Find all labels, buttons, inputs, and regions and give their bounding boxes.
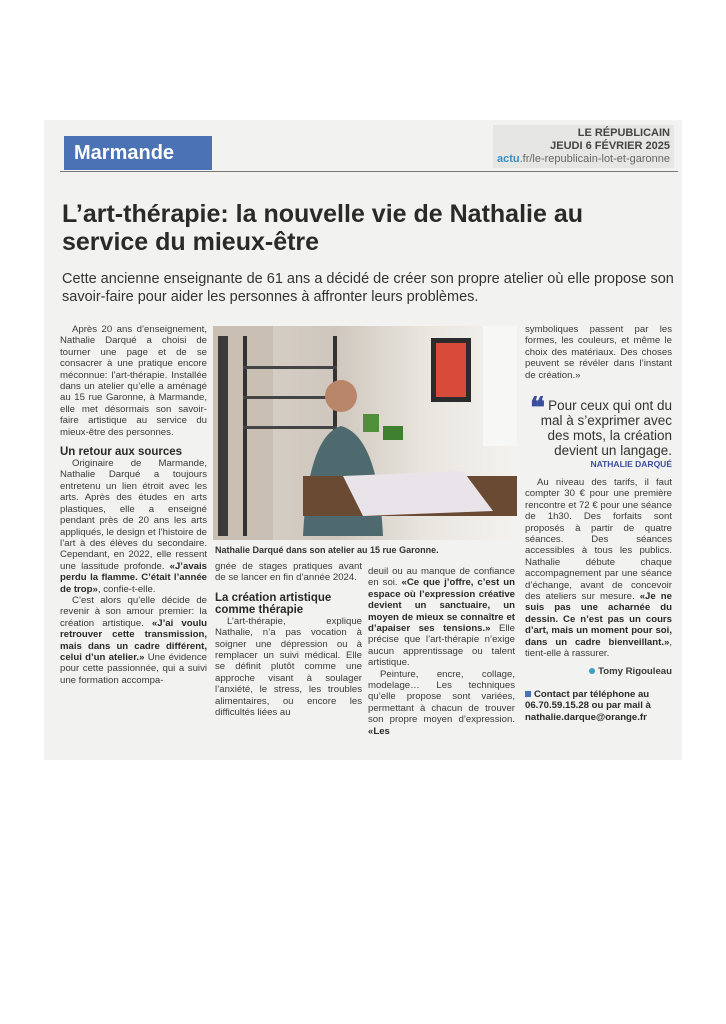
column-3 — [368, 566, 515, 737]
masthead — [493, 125, 674, 168]
url-brand: actu — [496, 153, 520, 165]
paragraph: Peinture, encre, collage, modelage… Les techniques qu’elle propose sont variées, permettant à chacun de trouver son propre moyen d’expression. «Les — [368, 668, 515, 737]
header-divider — [60, 171, 678, 172]
pull-quote-text: Pour ceux qui ont du mal à s’exprimer avec des mots, la création devient un langage. — [540, 398, 672, 458]
pull-quote-author: NATHALIE DARQUÉ — [590, 459, 672, 469]
url-path: .fr/le-republicain-lot-et-garonne — [519, 153, 670, 165]
byline: Tomy Rigouleau — [525, 666, 672, 677]
article-photo — [213, 326, 517, 540]
paragraph: Originaire de Marmande, Nathalie Darqué a toujours entretenu un lien étroit avec les arts. Après des études en arts plastiques, elle a enseigné pendant près de 20 ans les arts appliqués, le design et l’histoire de l’art à des élèves du secondaire. Cependant, en 2022, elle ressent une lassitude profonde. «J’avais perdu la flamme. C’était l’année de trop», confie-t-elle. — [60, 458, 207, 595]
photo-caption: Nathalie Darqué dans son atelier au 15 rue Garonne. — [215, 545, 439, 555]
subheading: La création artistique comme thérapie — [215, 591, 332, 616]
bullet-square-icon — [525, 691, 531, 697]
paragraph: gnée de stages pratiques avant de se lancer en fin d’année 2024. — [215, 561, 362, 584]
column-4 — [525, 324, 672, 381]
paragraph: symboliques passent par les formes, les couleurs, et même le choix des matériaux. Des choses peuvent se révéler dans l’instant de création.» — [525, 324, 672, 381]
headline: L’art-thérapie: la nouvelle vie de Nathalie au service du mieux-être — [62, 200, 583, 256]
pull-quote — [530, 392, 672, 469]
subheading: Un retour aux sources — [60, 446, 183, 459]
standfirst: Cette ancienne enseignante de 61 ans a décidé de créer son propre atelier où elle propose son savoir-faire pour aider les personnes à affronter leurs problèmes. — [62, 271, 674, 305]
paragraph: Après 20 ans d’enseignement, Nathalie Darqué a choisi de tourner une page et de se consacrer à une pratique encore méconnue: l’art-thérapie. Installée dans un atelier qu’elle a aménagé au 15 rue Garonne, à Marmande, elle met désormais son savoir-faire artistique au service du mieux-être des personnes. — [60, 324, 207, 438]
bullet-dot-icon — [589, 668, 595, 674]
issue-date: JEUDI 6 FÉVRIER 2025 — [550, 140, 670, 152]
atelier-photo-illustration — [213, 326, 517, 540]
paragraph: Au niveau des tarifs, il faut compter 30 € pour une première rencontre et 72 € pour une séance de 1h30. Des forfaits sont proposés à partir de quatre séances. Des séances accessibles à tous les publics. Nathalie débute chaque accompagnement par une séance d’échange, avant de concevoir des ateliers sur mesure. «Je ne suis pas une acharnée du dessin. Ce n’est pas un cours d’art, mais un moment pour soi, dans un cadre bienveillant.», tient-elle à rassurer. — [525, 477, 672, 660]
paragraph: deuil ou au manque de confiance en soi. «Ce que j’offre, c’est un espace où l’expression créative devient un sanctuaire, un moyen de mieux se connaître et d’apaiser ses tensions.» Elle précise que l’art-thérapie n’exige aucun apprentissage ou talent artistique. — [368, 566, 515, 669]
paper-name: LE RÉPUBLICAIN — [577, 127, 670, 139]
paragraph: L’art-thérapie, explique Nathalie, n’a pas vocation à soigner une dépression ou à remplacer un suivi médical. Elle se définit plutôt comme une approche visant à soulager l’anxiété, le stress, les troubles alimentaires, ou encore les difficultés liées au — [215, 615, 362, 719]
paragraph: C’est alors qu’elle décide de revenir à son amour premier: la création artistique. «J’ai voulu retrouver cette transmission, mais dans un cadre différent, celui d’un atelier.» Une évidence pour cette passionnée, qui a suivi une formation accompa- — [60, 594, 207, 686]
section-label: Marmande — [64, 136, 212, 170]
column-1 — [60, 324, 207, 686]
contact-info: Contact par téléphone au 06.70.59.15.28 ou par mail à nathalie.darque@orange.fr — [525, 688, 651, 723]
quote-mark-icon: ❝ — [530, 392, 546, 423]
column-4-continued — [525, 477, 672, 723]
column-2 — [215, 561, 362, 718]
